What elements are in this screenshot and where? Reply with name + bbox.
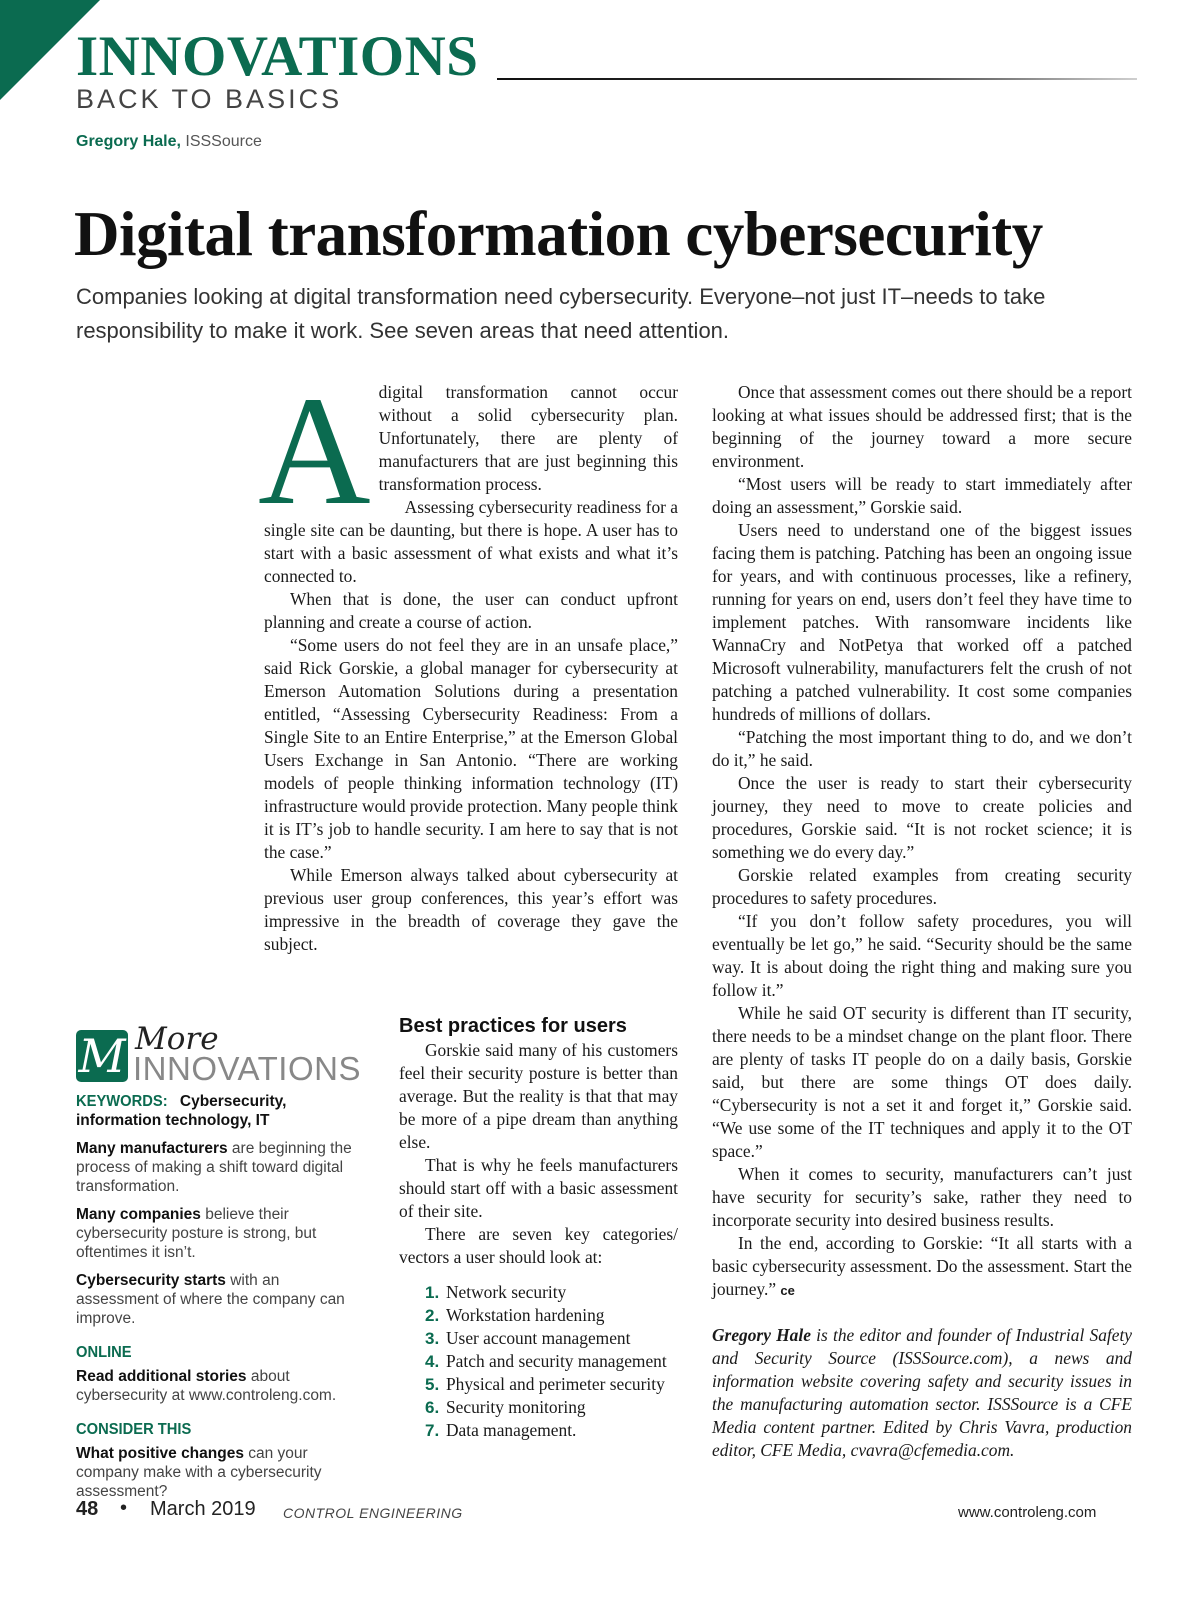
list-text: Security monitoring bbox=[446, 1397, 586, 1417]
online-heading bbox=[76, 1342, 366, 1362]
paragraph: “Patching the most important thing to do, and we don’t do it,” he said. bbox=[712, 727, 1132, 770]
paragraph: Assessing cybersecurity readiness for a single site can be daunting, but there is hope. A user has to start with a basic assessment of what exists and what it’s connected to. bbox=[264, 497, 679, 586]
paragraph: Gorskie related examples from creating security procedures to safety procedures. bbox=[712, 865, 1132, 908]
sidebar-item-bold: Many companies bbox=[76, 1206, 201, 1223]
paragraph: Gorskie said many of his customers feel their security posture is better than average. But the reality is that that may be more of a pipe dream than anything else. bbox=[399, 1040, 678, 1152]
list-number: 7. bbox=[425, 1421, 440, 1440]
list-number: 4. bbox=[425, 1352, 440, 1371]
article-deck: Companies looking at digital transformation need cybersecurity. Everyone–not just IT–needs to take responsibility to make it work. See seven areas that need attention. bbox=[76, 284, 1046, 343]
section-title: INNOVATIONS bbox=[76, 25, 479, 88]
list-text: User account management bbox=[446, 1328, 631, 1348]
consider-bold: What positive changes bbox=[76, 1445, 244, 1462]
sidebar-item-bold: Cybersecurity starts bbox=[76, 1272, 226, 1289]
paragraph: While Emerson always talked about cybersecurity at previous user group conferences, this year’s effort was impressive in the breadth of coverage they gave the subject. bbox=[264, 865, 678, 954]
paragraph: Once the user is ready to start their cybersecurity journey, they need to move to create policies and procedures, Gorskie said. “It is not rocket science; it is something we do every day.” bbox=[712, 773, 1132, 862]
list-number: 2. bbox=[425, 1306, 440, 1325]
paragraph: When it comes to security, manufacturers can’t just have security for security’s sake, rather they need to incorporate security into desired business results. bbox=[712, 1164, 1132, 1230]
online-label: ONLINE bbox=[76, 1344, 132, 1361]
list-number: 5. bbox=[425, 1375, 440, 1394]
list-text: Patch and security management bbox=[446, 1351, 667, 1371]
sidebar-item bbox=[76, 1139, 366, 1196]
list-item bbox=[399, 1419, 678, 1442]
footer-bullet: • bbox=[120, 1497, 128, 1519]
section-subtitle: BACK TO BASICS bbox=[76, 84, 343, 114]
byline bbox=[76, 133, 262, 151]
section-rule bbox=[497, 78, 1137, 80]
subhead-best-practices: Best practices for users bbox=[399, 1015, 627, 1037]
paragraph: “Some users do not feel they are in an unsafe place,” said Rick Gorskie, a global manager for cybersecurity at Emerson Automation Solutions during a presentation entitled, “Assessing Cybersecurity Readiness: From a Single Site to an Entire Enterprise,” at the Emerson Global Users Exchange in San Antonio. “There are working models of people thinking information technology (IT) infrastructure would provide protection. Many people think it is IT’s job to handle security. I am here to say that is not the case.” bbox=[264, 635, 678, 862]
keywords-block bbox=[76, 1092, 366, 1130]
sidebar bbox=[76, 1092, 366, 1510]
consider-block bbox=[76, 1444, 366, 1501]
author-bio bbox=[712, 1324, 1132, 1462]
paragraph: Users need to understand one of the biggest issues facing them is patching. Patching has been an ongoing issue for years, and with continuous processes, like a refinery, running for years on end, users don’t feel they have time to implement patches. With ransomware incidents like WannaCry and NotPetya that worked off a patched Microsoft vulnerability, manufacturers felt the crush of not patching a patched vulnerability. It cost some companies hundreds of millions of dollars. bbox=[712, 520, 1132, 724]
sidebar-item-bold: Many manufacturers bbox=[76, 1140, 228, 1157]
article-column-1 bbox=[258, 364, 679, 956]
article-column-2 bbox=[399, 1013, 678, 1442]
list-text: Physical and perimeter security bbox=[446, 1374, 665, 1394]
issue-date: March 2019 bbox=[150, 1498, 256, 1520]
sidebar-item-text: believe their cybersecurity posture is strong, but oftentimes it isn’t. bbox=[76, 1206, 317, 1261]
paragraph: That is why he feels manufacturers should start off with a basic assessment of their site. bbox=[399, 1155, 678, 1221]
list-item bbox=[399, 1304, 678, 1327]
paragraph: When that is done, the user can conduct upfront planning and create a course of action. bbox=[264, 589, 678, 632]
sidebar-item-text: with an assessment of where the company can improve. bbox=[76, 1272, 345, 1327]
keywords-text: Cybersecurity, information technology, IT bbox=[76, 1093, 287, 1129]
consider-heading bbox=[76, 1419, 366, 1439]
list-text: Workstation hardening bbox=[446, 1305, 605, 1325]
list-number: 3. bbox=[425, 1329, 440, 1348]
online-block bbox=[76, 1367, 366, 1405]
magazine-name: CONTROL ENGINEERING bbox=[283, 1505, 463, 1521]
list-item bbox=[399, 1396, 678, 1419]
list-number: 1. bbox=[425, 1283, 440, 1302]
more-label: More bbox=[135, 1021, 219, 1057]
paragraph: There are seven key categories/ vectors a user should look at: bbox=[399, 1224, 678, 1267]
list-text: Network security bbox=[446, 1282, 567, 1302]
bio-text: is the editor and founder of Industrial Safety and Security Source (ISSSource.com), a news and information website covering safety and security issues in the manufacturing automation sector. ISSSource is a CFE Media content partner. Edited by Chris Vavra, production editor, CFE Media, cvavra@cfemedia.com. bbox=[712, 1325, 1132, 1460]
lead-paragraph: digital transformation cannot occur without a solid cybersecurity plan. Unfortunately, there are plenty of manufacturers that are just beginning this transformation process. bbox=[378, 382, 678, 494]
list-item bbox=[399, 1350, 678, 1373]
list-text: Data management. bbox=[446, 1420, 577, 1440]
paragraph: “If you don’t follow safety procedures, you will eventually be let go,” he said. “Security should be the same way. It is about doing the right thing and making sure you follow it.” bbox=[712, 911, 1132, 1000]
list-item bbox=[399, 1281, 678, 1304]
list-item bbox=[399, 1373, 678, 1396]
paragraph: “Most users will be ready to start immediately after doing an assessment,” Gorskie said. bbox=[712, 474, 1132, 517]
page-number: 48 bbox=[76, 1498, 99, 1520]
bio-name: Gregory Hale bbox=[712, 1325, 811, 1345]
byline-source: ISSSource bbox=[185, 133, 262, 150]
consider-label: CONSIDER THIS bbox=[76, 1421, 192, 1438]
article-headline: Digital transformation cybersecurity bbox=[74, 199, 1043, 269]
drop-cap: A bbox=[258, 364, 371, 537]
closing-paragraph bbox=[712, 1232, 1132, 1302]
online-bold: Read additional stories bbox=[76, 1368, 247, 1385]
end-mark: ce bbox=[780, 1283, 795, 1298]
sidebar-item-text: are beginning the process of making a shift toward digital transformation. bbox=[76, 1140, 352, 1195]
closing-text: In the end, according to Gorskie: “It all starts with a basic cybersecurity assessment. Do the assessment. Start the journey.” bbox=[712, 1233, 1132, 1299]
paragraph: Once that assessment comes out there should be a report looking at what issues should be addressed first; that is the beginning of the journey toward a more secure environment. bbox=[712, 382, 1132, 471]
innovations-label: INNOVATIONS bbox=[133, 1050, 361, 1087]
article-column-3 bbox=[712, 381, 1132, 1462]
footer-url[interactable]: www.controleng.com bbox=[958, 1504, 1097, 1521]
more-innovations-logo-icon: M bbox=[76, 1030, 128, 1082]
byline-author: Gregory Hale, bbox=[76, 133, 181, 150]
list-item bbox=[399, 1327, 678, 1350]
online-text[interactable]: about cybersecurity at www.controleng.com. bbox=[76, 1368, 337, 1404]
paragraph: While he said OT security is different than IT security, there needs to be a mindset change on the plant floor. There are plenty of tasks IT people do on a daily basis, Gorskie said, but there are some things OT does daily. “Cybersecurity is not a set it and forget it,” Gorskie said. “We use some of the IT techniques and apply it to the OT space.” bbox=[712, 1003, 1132, 1161]
list-number: 6. bbox=[425, 1398, 440, 1417]
category-list bbox=[399, 1281, 678, 1442]
sidebar-item bbox=[76, 1271, 366, 1328]
keywords-label: KEYWORDS: bbox=[76, 1093, 168, 1110]
sidebar-item bbox=[76, 1205, 366, 1262]
consider-text: can your company make with a cybersecurity assessment? bbox=[76, 1445, 322, 1500]
